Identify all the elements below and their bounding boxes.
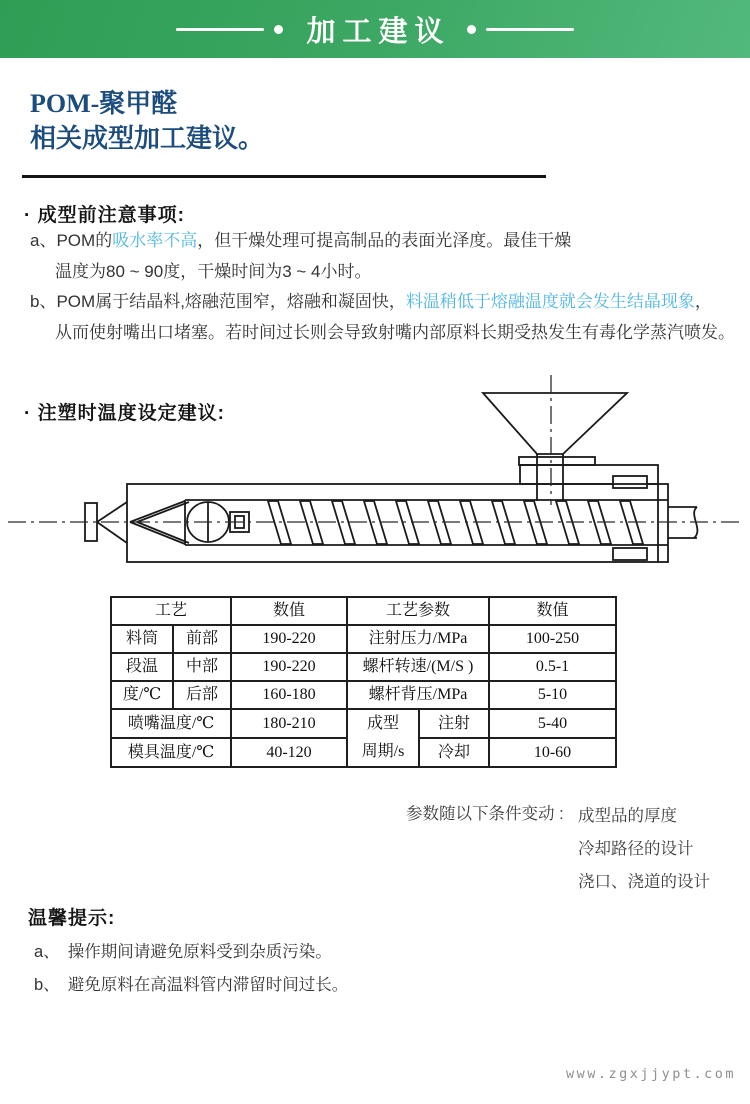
zone-front-value: 190-220 — [231, 625, 347, 653]
section-heading-precautions: · 成型前注意事项: — [24, 205, 185, 226]
precaution-a-post: ，但干燥处理可提高制品的表面光泽度。最佳干燥 — [197, 231, 572, 250]
variation-item-cooling-path: 冷却路径的设计 — [578, 840, 694, 858]
banner-title: 加工建议 — [306, 15, 451, 48]
cycle-label-line1: 成型 — [366, 715, 399, 732]
param-back-pressure-value: 5-10 — [489, 681, 616, 709]
injection-molding-machine-diagram — [0, 370, 750, 598]
precaution-item-a — [30, 226, 735, 257]
table-row — [111, 681, 616, 709]
cycle-label — [347, 709, 419, 767]
precaution-b-highlight: 料温稍低于熔融温度就会发生结晶现象 — [405, 292, 695, 311]
param-screw-speed: 螺杆转速/(M/S ) — [347, 653, 489, 681]
zone-front: 前部 — [173, 625, 231, 653]
zone-rear-value: 160-180 — [231, 681, 347, 709]
cycle-label-line2: 周期/s — [361, 743, 405, 760]
col-header-value1: 数值 — [231, 597, 347, 625]
precaution-a-highlight: 吸水率不高 — [112, 231, 198, 250]
zone-middle: 中部 — [173, 653, 231, 681]
banner-left-line — [176, 28, 264, 31]
variation-item-thickness: 成型品的厚度 — [578, 807, 677, 825]
zone-rear: 后部 — [173, 681, 231, 709]
mold-temp-label: 模具温度/℃ — [111, 738, 231, 767]
barrel-label-3: 度/℃ — [111, 681, 173, 709]
bolt-bottom — [613, 548, 647, 560]
bolt-top — [613, 476, 647, 488]
table-header-row — [111, 597, 616, 625]
tip-item-a — [34, 936, 348, 969]
param-injection-pressure: 注射压力/MPa — [347, 625, 489, 653]
cycle-injection-value: 5-40 — [489, 709, 616, 738]
page-title-line1: POM-聚甲醛 — [30, 89, 178, 118]
cycle-stage-cooling: 冷却 — [419, 738, 489, 767]
barrel-label-2: 段温 — [111, 653, 173, 681]
banner-left-decoration — [176, 25, 283, 34]
footer-website-url: www.zgxjjypt.com — [565, 1066, 736, 1082]
precaution-b-post: ， — [694, 292, 712, 311]
precaution-item-b — [30, 287, 735, 318]
tip-a-label: a、 — [34, 943, 60, 961]
param-injection-pressure-value: 100-250 — [489, 625, 616, 653]
process-parameter-table — [110, 596, 617, 768]
nozzle-temp-label: 喷嘴温度/℃ — [111, 709, 231, 738]
cycle-cooling-value: 10-60 — [489, 738, 616, 767]
variation-item-gate-runner: 浇口、浇道的设计 — [578, 873, 710, 891]
col-header-value2: 数值 — [489, 597, 616, 625]
section-heading-temperature: · 注塑时温度设定建议: — [24, 403, 225, 424]
zone-middle-value: 190-220 — [231, 653, 347, 681]
table-row — [111, 625, 616, 653]
tip-item-b — [34, 969, 348, 1002]
banner-right-dot-icon — [467, 25, 476, 34]
precaution-item-b-cont: 从而使射嘴出口堵塞。若时间过长则会导致射嘴内部原料长期受热发生有毒化学蒸汽喷发。 — [55, 322, 735, 342]
mold-temp-value: 40-120 — [231, 738, 347, 767]
tip-b-text: 避免原料在高温料管内滞留时间过长。 — [67, 976, 349, 994]
tip-b-label: b、 — [34, 976, 60, 994]
banner-left-dot-icon — [274, 25, 283, 34]
tip-a-text: 操作期间请避免原料受到杂质污染。 — [67, 943, 332, 961]
page-title — [30, 86, 264, 156]
nozzle-temp-value: 180-210 — [231, 709, 347, 738]
precaution-b-label: b、 — [30, 292, 57, 311]
precaution-a-pre: POM的 — [56, 231, 113, 250]
precaution-a-label: a、 — [30, 231, 57, 250]
cycle-stage-injection: 注射 — [419, 709, 489, 738]
page-title-line2: 相关成型加工建议。 — [30, 124, 265, 153]
precaution-b-pre: POM属于结晶料,熔融范围窄，熔融和凝固快， — [56, 292, 406, 311]
variation-note-label: 参数随以下条件变动 : — [406, 805, 564, 823]
title-divider — [22, 175, 546, 178]
barrel-label-1: 料筒 — [111, 625, 173, 653]
variation-note-items — [578, 800, 710, 899]
table-row — [111, 653, 616, 681]
banner-right-decoration — [467, 25, 574, 34]
tips-heading: 温馨提示: — [28, 908, 116, 929]
tips-list — [34, 936, 348, 1002]
banner-right-line — [486, 28, 574, 31]
precaution-item-a-cont: 温度为80 ~ 90度，干燥时间为3 ~ 4小时。 — [55, 261, 372, 281]
col-header-process: 工艺 — [111, 597, 231, 625]
header-banner — [0, 0, 750, 58]
col-header-param: 工艺参数 — [347, 597, 489, 625]
param-screw-speed-value: 0.5-1 — [489, 653, 616, 681]
table-row — [111, 709, 616, 738]
precautions-body — [30, 226, 735, 348]
param-back-pressure: 螺杆背压/MPa — [347, 681, 489, 709]
